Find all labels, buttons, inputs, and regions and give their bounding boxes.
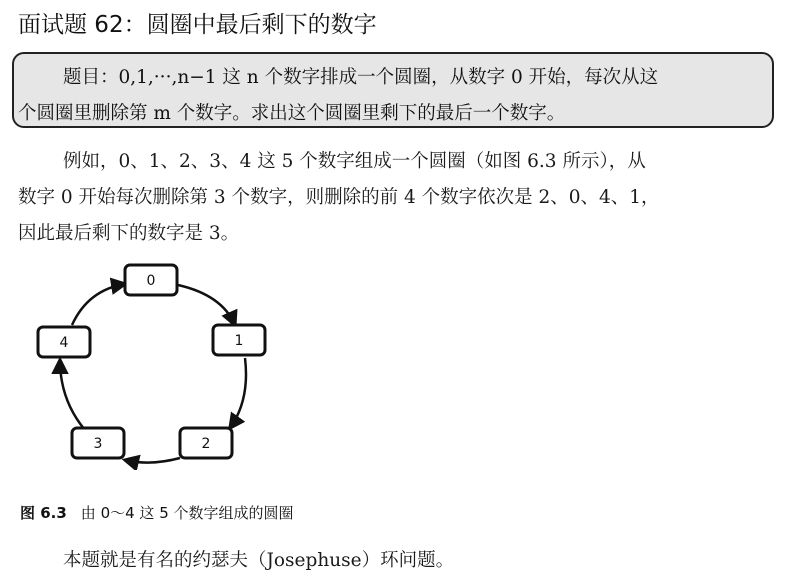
node-2	[180, 428, 232, 458]
circle-diagram	[0, 250, 320, 470]
figure-number: 图 6.3	[20, 504, 67, 522]
closing-line: 本题就是有名的约瑟夫（Josephuse）环问题。	[63, 550, 455, 571]
page-title: 面试题 62：圆圈中最后剩下的数字	[18, 12, 377, 38]
question-line-2: 个圆圈里删除第 m 个数字。求出这个圆圈里剩下的最后一个数字。	[18, 103, 566, 124]
svg-text:0: 0	[146, 273, 156, 289]
arrow-1-to-2	[230, 358, 246, 428]
example-line-3: 因此最后剩下的数字是 3。	[18, 223, 240, 244]
arrow-0-to-1	[178, 285, 235, 325]
svg-text:2: 2	[201, 436, 211, 452]
node-0	[125, 265, 177, 295]
node-1	[213, 325, 265, 355]
node-4	[38, 327, 90, 357]
svg-text:4: 4	[59, 335, 69, 351]
example-line-2: 数字 0 开始每次删除第 3 个数字，则删除的前 4 个数字依次是 2、0、4、1，	[18, 187, 660, 208]
svg-text:3: 3	[93, 436, 103, 452]
example-line-1: 例如，0、1、2、3、4 这 5 个数字组成一个圆圈（如图 6.3 所示），从	[63, 151, 646, 172]
arrow-4-to-0	[72, 284, 125, 325]
question-line-1: 题目：0,1,···,n−1 这 n 个数字排成一个圆圈，从数字 0 开始，每次从这	[63, 67, 659, 88]
node-3	[72, 428, 124, 458]
svg-text:1: 1	[234, 333, 244, 349]
arrow-2-to-3	[125, 458, 180, 463]
figure-caption-text: 由 0～4 这 5 个数字组成的圆圈	[80, 504, 294, 522]
figure-caption	[20, 502, 294, 523]
arrow-3-to-4	[60, 360, 85, 430]
